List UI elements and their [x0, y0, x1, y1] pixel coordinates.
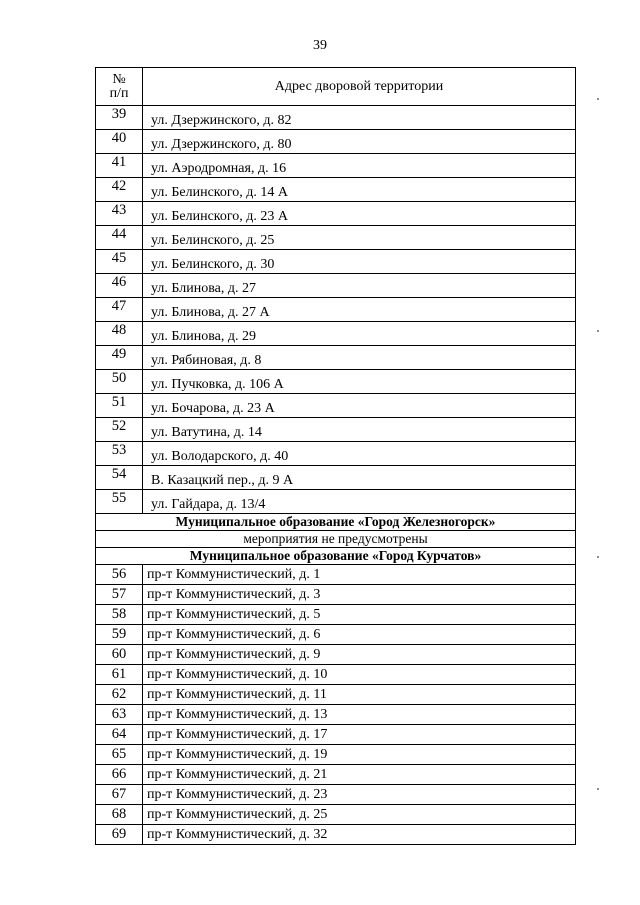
section-header-row: [96, 514, 576, 531]
scan-speck: [597, 556, 599, 558]
scan-speck: [597, 98, 599, 100]
row-address: ул. Белинского, д. 30: [143, 250, 576, 274]
section-title-zheleznogorsk: Муниципальное образование «Город Железногорск»: [96, 514, 576, 531]
row-address: ул. Аэродромная, д. 16: [143, 154, 576, 178]
address-table: [95, 67, 576, 845]
table-row: [96, 154, 576, 178]
row-number: 39: [96, 106, 143, 130]
row-address: пр-т Коммунистический, д. 21: [143, 765, 576, 785]
row-address: пр-т Коммунистический, д. 19: [143, 745, 576, 765]
row-address: ул. Дзержинского, д. 82: [143, 106, 576, 130]
table-header-row: [96, 68, 576, 106]
table-row: [96, 130, 576, 154]
row-address: пр-т Коммунистический, д. 11: [143, 685, 576, 705]
table-row: [96, 665, 576, 685]
table-row: [96, 442, 576, 466]
page-number: 39: [313, 38, 327, 53]
row-address: ул. Белинского, д. 14 А: [143, 178, 576, 202]
row-address: ул. Пучковка, д. 106 А: [143, 370, 576, 394]
row-number: 61: [96, 665, 143, 685]
section-note-row: [96, 531, 576, 548]
table-row: [96, 565, 576, 585]
row-number: 40: [96, 130, 143, 154]
row-address: пр-т Коммунистический, д. 1: [143, 565, 576, 585]
table-row: [96, 725, 576, 745]
row-number: 51: [96, 394, 143, 418]
row-number: 67: [96, 785, 143, 805]
row-number: 54: [96, 466, 143, 490]
row-address: ул. Блинова, д. 27 А: [143, 298, 576, 322]
table-row: [96, 490, 576, 514]
section-header-row: [96, 548, 576, 565]
row-number: 59: [96, 625, 143, 645]
table-body-part2: [96, 565, 576, 845]
table-row: [96, 466, 576, 490]
row-number: 63: [96, 705, 143, 725]
row-number: 49: [96, 346, 143, 370]
row-address: пр-т Коммунистический, д. 23: [143, 785, 576, 805]
row-number: 44: [96, 226, 143, 250]
row-number: 43: [96, 202, 143, 226]
table-row: [96, 605, 576, 625]
row-number: 46: [96, 274, 143, 298]
row-number: 55: [96, 490, 143, 514]
row-address: ул. Рябиновая, д. 8: [143, 346, 576, 370]
table-row: [96, 394, 576, 418]
table-row: [96, 805, 576, 825]
row-number: 53: [96, 442, 143, 466]
table-row: [96, 825, 576, 845]
table-row: [96, 705, 576, 725]
row-address: пр-т Коммунистический, д. 6: [143, 625, 576, 645]
scan-speck: [597, 788, 599, 790]
section-zheleznogorsk: [96, 514, 576, 565]
row-address: пр-т Коммунистический, д. 13: [143, 705, 576, 725]
section-note: мероприятия не предусмотрены: [96, 531, 576, 548]
header-address: Адрес дворовой территории: [143, 68, 576, 106]
scan-speck: [597, 330, 599, 332]
table-row: [96, 645, 576, 665]
row-number: 69: [96, 825, 143, 845]
table-row: [96, 106, 576, 130]
row-number: 50: [96, 370, 143, 394]
table-row: [96, 418, 576, 442]
row-number: 65: [96, 745, 143, 765]
row-address: ул. Блинова, д. 27: [143, 274, 576, 298]
row-number: 42: [96, 178, 143, 202]
table-row: [96, 585, 576, 605]
row-number: 56: [96, 565, 143, 585]
row-number: 62: [96, 685, 143, 705]
row-number: 48: [96, 322, 143, 346]
section-title-kurchatov: Муниципальное образование «Город Курчатов»: [96, 548, 576, 565]
row-address: пр-т Коммунистический, д. 9: [143, 645, 576, 665]
row-address: ул. Ватутина, д. 14: [143, 418, 576, 442]
table-row: [96, 226, 576, 250]
table-row: [96, 785, 576, 805]
row-address: В. Казацкий пер., д. 9 А: [143, 466, 576, 490]
row-number: 57: [96, 585, 143, 605]
table-row: [96, 346, 576, 370]
row-address: ул. Бочарова, д. 23 А: [143, 394, 576, 418]
row-address: пр-т Коммунистический, д. 25: [143, 805, 576, 825]
row-number: 52: [96, 418, 143, 442]
table-body-part1: [96, 106, 576, 514]
row-address: пр-т Коммунистический, д. 3: [143, 585, 576, 605]
row-address: пр-т Коммунистический, д. 17: [143, 725, 576, 745]
row-number: 68: [96, 805, 143, 825]
table-row: [96, 685, 576, 705]
row-number: 45: [96, 250, 143, 274]
row-number: 47: [96, 298, 143, 322]
row-address: ул. Белинского, д. 25: [143, 226, 576, 250]
row-number: 58: [96, 605, 143, 625]
row-address: ул. Белинского, д. 23 А: [143, 202, 576, 226]
table-row: [96, 625, 576, 645]
row-address: пр-т Коммунистический, д. 10: [143, 665, 576, 685]
row-address: ул. Володарского, д. 40: [143, 442, 576, 466]
table-row: [96, 765, 576, 785]
row-number: 60: [96, 645, 143, 665]
table-row: [96, 202, 576, 226]
row-address: пр-т Коммунистический, д. 5: [143, 605, 576, 625]
table-row: [96, 370, 576, 394]
table-row: [96, 250, 576, 274]
table-row: [96, 745, 576, 765]
row-number: 66: [96, 765, 143, 785]
row-number: 64: [96, 725, 143, 745]
header-number: № п/п: [96, 68, 143, 106]
table-row: [96, 274, 576, 298]
row-number: 41: [96, 154, 143, 178]
row-address: ул. Блинова, д. 29: [143, 322, 576, 346]
row-address: ул. Дзержинского, д. 80: [143, 130, 576, 154]
table-row: [96, 322, 576, 346]
row-address: ул. Гайдара, д. 13/4: [143, 490, 576, 514]
row-address: пр-т Коммунистический, д. 32: [143, 825, 576, 845]
table-row: [96, 178, 576, 202]
table-row: [96, 298, 576, 322]
